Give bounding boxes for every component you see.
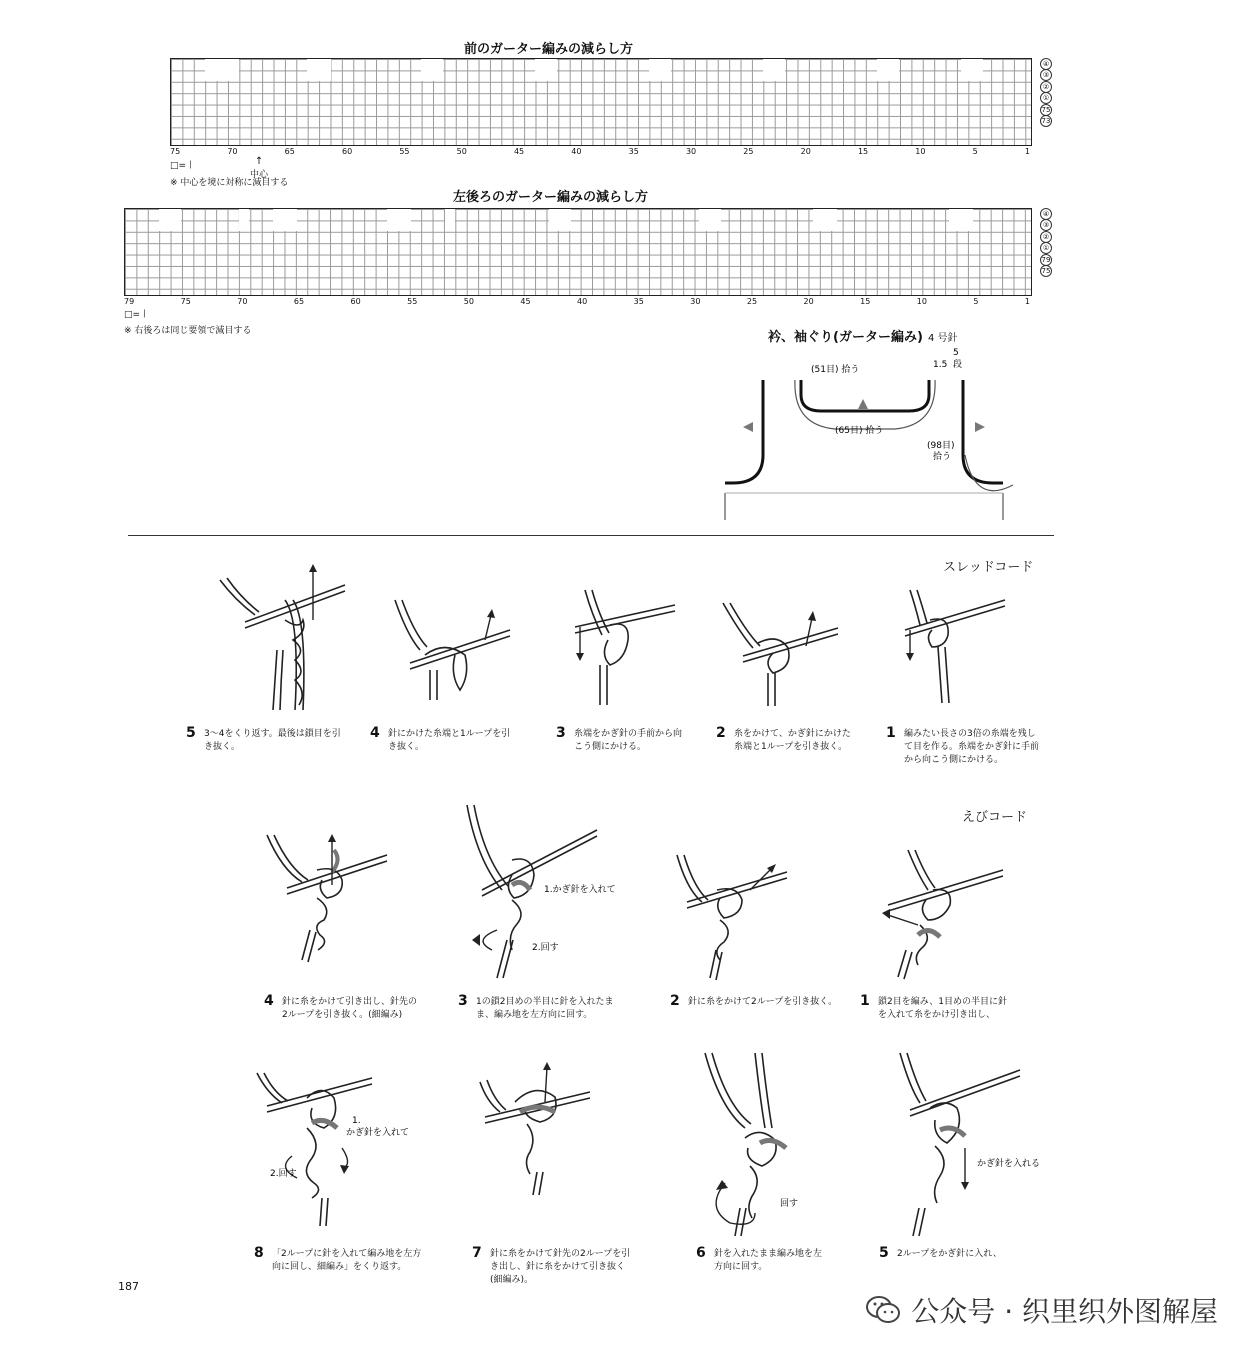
axis-tick: 60 [350,297,361,306]
axis-tick: 25 [746,297,758,306]
decrease-chart-left-back [124,208,1032,296]
step-text: 針に糸をかけて引き出し、針先の2ループを引き抜く。(細編み) [282,997,418,1020]
axis-tick: 75 [180,297,191,306]
axis-tick: 55 [407,297,418,306]
step-number: 1 [860,993,870,1009]
axis-tick: 35 [633,297,644,306]
watermark [865,1290,1218,1330]
thread-cord-step2-illustration [718,598,838,708]
ebi-step4-illustration [262,830,392,970]
step-number: 4 [370,725,380,741]
axis-tick: 1 [1024,297,1030,306]
row-label: ③ [1040,69,1052,81]
row-label: 79 [1041,255,1051,264]
axis-tick: 25 [743,147,754,156]
step-number: 6 [696,1245,706,1261]
axis-tick: 50 [456,147,467,156]
axis-tick: 20 [800,147,811,156]
thread-step-5 [186,725,344,754]
thread-cord-title: スレッドコード [943,560,1034,575]
ebi-step3-illustration [462,800,616,980]
axis-tick: 10 [915,147,926,156]
ebi-step-3 [458,993,616,1022]
step-text: 「2ループに針を入れて編み地を左方向に回し、細編み」をくり返す。 [272,1249,422,1272]
step-number: 1 [886,725,896,741]
callout-insert-hook: 1.かぎ針を入れて [544,885,616,895]
step-number: 4 [264,993,274,1009]
callout-b1: 1. [352,1116,361,1126]
row-label: ③ [1040,219,1052,231]
thread-step-4 [370,725,518,754]
row-label: 73 [1041,116,1051,125]
step-text: 編みたい長さの3倍の糸端を残して目を作る。糸端をかぎ針に手前から向こう側にかける。 [904,729,1040,765]
chart1-title: 前のガーター編みの減らし方 [464,42,634,57]
row-label: ① [1040,242,1052,254]
chart1-note: ※ 中心を境に対称に減目する [170,178,289,188]
chart2-title: 左後ろのガーター編みの減らし方 [453,190,649,205]
neck-label-51: (51目) 拾う [811,365,860,375]
axis-tick: 20 [803,297,814,306]
chart1-row-labels [1036,58,1070,126]
axis-tick: 55 [399,147,410,156]
chart1-legend: □=〡 [170,161,196,171]
ebi-step8-illustration [252,1068,432,1228]
chart2-x-axis [124,297,1030,306]
ebi-step1-illustration [878,845,1008,980]
ebi-step2-illustration [672,850,792,980]
step-text: 3〜4をくり返す。最後は鎖目を引き抜く。 [204,729,341,752]
ebi-cord-title: えびコード [962,810,1028,825]
row-label: ① [1040,92,1052,104]
row-label: 75 [1041,266,1051,275]
axis-tick: 79 [124,297,135,306]
ebi-step-1 [860,993,1008,1022]
step-number: 2 [670,993,680,1009]
ebi-step7-illustration [475,1062,595,1197]
row-label: ④ [1040,58,1052,70]
axis-tick: 15 [857,147,869,156]
row-label: ② [1040,231,1052,243]
step-text: 糸をかけて、かぎ針にかけた糸端と1ループを引き抜く。 [734,729,851,752]
callout-b2: 2.回す [270,1169,297,1179]
wechat-icon [865,1295,901,1325]
step-number: 5 [879,1245,889,1261]
label-dan: 段 [953,360,963,370]
axis-tick: 70 [237,297,248,306]
step-text: 針に糸をかけて2ループを引き抜く。 [688,997,838,1007]
label-1-5: 1.5 [933,360,948,370]
step-number: 3 [556,725,566,741]
axis-tick: 65 [284,147,295,156]
watermark-text: 公众号 · 织里织外图解屋 [911,1295,1218,1328]
neck-needle: 4 号針 [927,333,958,344]
axis-tick: 15 [860,297,871,306]
neck-armhole-diagram [715,345,1025,525]
thread-step-3 [556,725,689,754]
page-number: 187 [118,1280,139,1293]
row-label: ② [1040,81,1052,93]
step-text: 糸端をかぎ針の手前から向こう側にかける。 [574,729,683,752]
axis-tick: 60 [341,147,353,156]
axis-tick: 70 [227,147,238,156]
center-marker: ↑ 中心 [250,156,269,180]
axis-tick: 75 [170,147,181,156]
callout-b1b: かぎ針を入れて [346,1128,410,1138]
thread-step-2 [716,725,859,754]
step-number: 8 [254,1245,264,1261]
ebi-step-5 [879,1245,1027,1261]
armhole-label-98: (98目) [927,441,955,451]
step-text: 鎖2目を編み、1目めの半目に針を入れて糸をかけ引き出し、 [878,997,1007,1020]
axis-tick: 35 [628,147,639,156]
ebi-step-7 [472,1245,635,1287]
callout-turn: 2.回す [532,943,559,953]
step-number: 5 [186,725,196,741]
callout-d1: かぎ針を入れる [977,1159,1041,1169]
ebi-step6-illustration [700,1048,820,1238]
ebi-step-6 [696,1245,824,1274]
neck-title: 衿、袖ぐり(ガーター編み) [768,330,923,345]
step-text: 針に糸をかけて針先の2ループを引き出し、針に糸をかけて引き抜く(細編み)。 [490,1249,631,1285]
step-number: 3 [458,993,468,1009]
armhole-label-pick: 拾う [933,452,952,462]
step-number: 2 [716,725,726,741]
neck-title-block [768,326,958,345]
chart2-note: ※ 右後ろは同じ要領で減目する [124,326,252,336]
thread-step-1 [886,725,1044,767]
axis-tick: 40 [577,297,588,306]
axis-tick: 50 [463,297,474,306]
step-number: 7 [472,1245,482,1261]
ebi-step5-illustration [895,1048,1041,1238]
ebi-step-4 [264,993,418,1022]
center-label: 中心 [250,170,269,180]
chart1-x-axis [170,147,1030,156]
axis-tick: 45 [513,147,525,156]
axis-tick: 5 [972,147,978,156]
thread-cord-step1-illustration [900,585,1010,705]
chart2-legend: □=〡 [124,310,150,320]
chart2-row-labels [1036,208,1070,276]
ebi-step-2 [670,993,838,1009]
label-5: 5 [953,348,959,358]
step-text: 2ループをかぎ針に入れ、 [897,1249,1002,1259]
step-text: 1の鎖2目めの半目に針を入れたまま、編み地を左方向に回す。 [476,997,614,1020]
step-text: 針を入れたまま編み地を左方向に回す。 [714,1249,823,1272]
row-label: ④ [1040,208,1052,220]
row-label: 75 [1041,105,1051,114]
axis-tick: 1 [1024,147,1030,156]
axis-tick: 10 [916,297,927,306]
thread-cord-step3-illustration [570,585,680,710]
axis-tick: 45 [520,297,531,306]
callout-c1: 回す [780,1199,799,1209]
step-text: 針にかけた糸端と1ループを引き抜く。 [388,729,511,752]
neck-label-65: (65目) 拾う [835,426,884,436]
axis-tick: 30 [690,297,701,306]
axis-tick: 5 [973,297,979,306]
thread-cord-step4-illustration [385,595,515,705]
decrease-chart-front [170,58,1032,146]
axis-tick: 40 [571,147,582,156]
thread-cord-step5-illustration [215,560,345,720]
ebi-step-8 [254,1245,422,1274]
axis-tick: 30 [685,147,697,156]
section-divider [128,535,1054,536]
axis-tick: 65 [293,297,305,306]
